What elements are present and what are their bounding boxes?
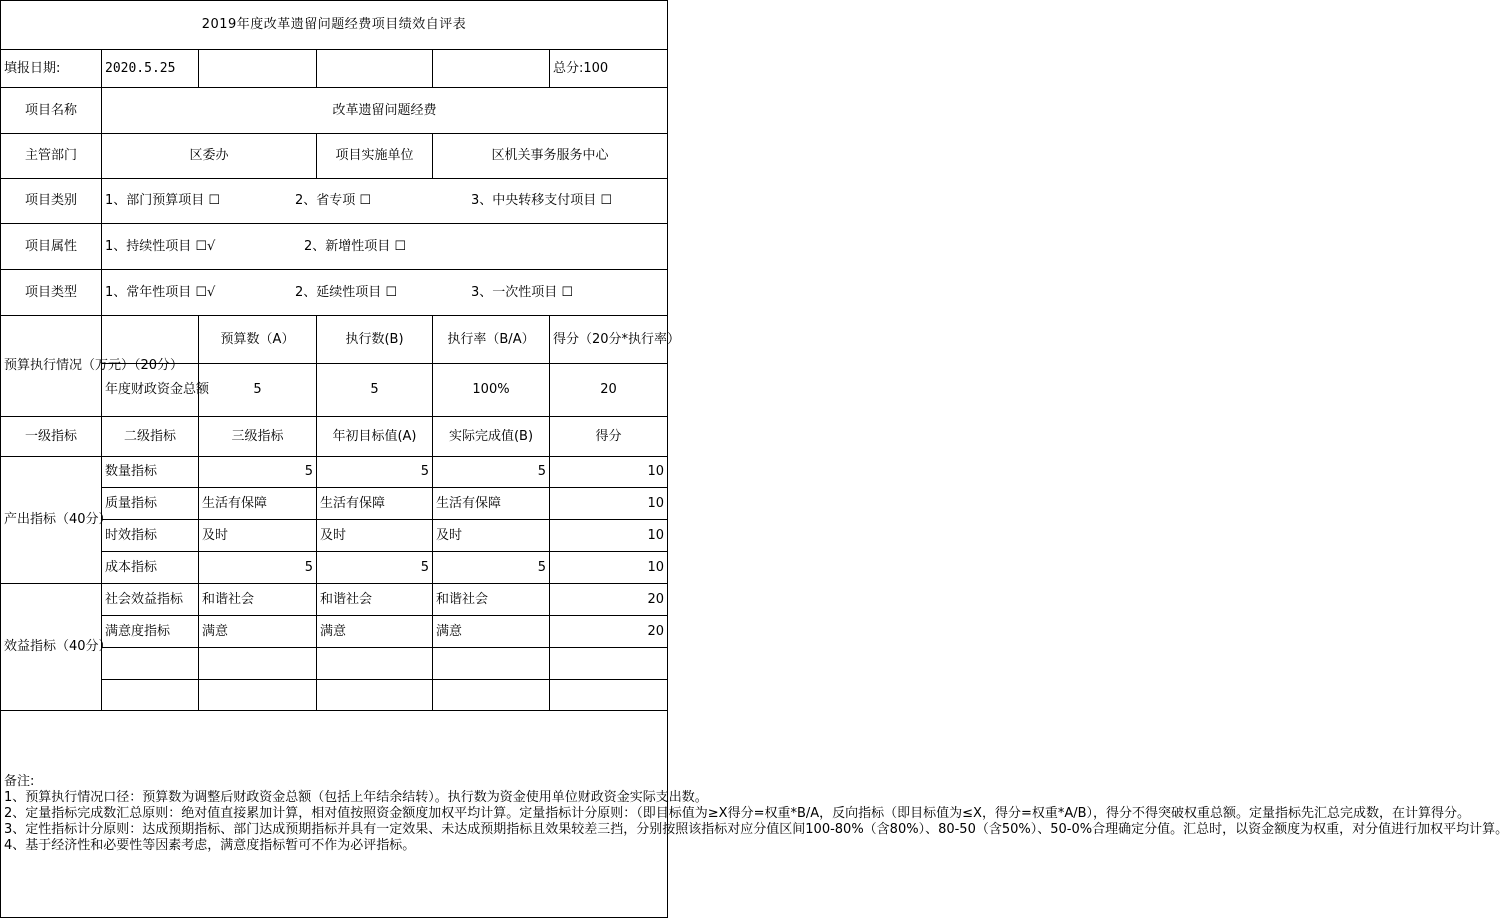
category-option: 2、省专项 ☐ [295,193,372,208]
target-value: 5 [317,552,433,584]
target-value: 和谐社会 [317,584,433,616]
indicator-name [102,680,199,711]
budget-header: 执行率（B/A） [433,316,550,364]
score-value: 10 [550,552,668,584]
third-indicator: 5 [199,457,317,488]
type-label: 项目类型 [1,270,102,316]
budget-value: 20 [550,364,668,417]
indicator-name: 成本指标 [102,552,199,584]
page-title: 2019年度改革遗留问题经费项目绩效自评表 [1,1,668,50]
budget-label: 预算执行情况（万元）（20分） [1,316,102,417]
category-option: 1、部门预算项目 ☐ [105,193,221,208]
third-indicator [199,680,317,711]
budget-value: 5 [317,364,433,417]
indicator-name [102,648,199,680]
actual-value: 及时 [433,520,550,552]
total-score: 总分:100 [550,50,668,88]
actual-value: 5 [433,457,550,488]
empty-cell [199,50,317,88]
note-item: 3、定性指标计分原则：达成预期指标、部门达成预期指标并具有一定效果、未达成预期指标且效果较差三挡，分别按照该指标对应分值区间100-80%（含80%）、80-50（含50%）、50-0%合理确定分值。汇总时，以资金额度为权重，对分值进行加权平均计算。 [4,822,1508,837]
indicator-header: 得分 [550,417,668,457]
budget-value: 100% [433,364,550,417]
target-value: 5 [317,457,433,488]
type-options [102,270,668,316]
notes-block [1,711,1508,918]
note-item: 4、基于经济性和必要性等因素考虑，满意度指标暂可不作为必评指标。 [4,838,416,853]
score-value [550,648,668,680]
attribute-label: 项目属性 [1,224,102,270]
indicator-name: 数量指标 [102,457,199,488]
third-indicator: 5 [199,552,317,584]
attribute-option: 1、持续性项目 ☐√ [105,238,216,254]
actual-value: 和谐社会 [433,584,550,616]
output-label: 产出指标（40分） [1,457,102,584]
type-option: 1、常年性项目 ☐√ [105,284,216,300]
empty-cell [433,50,550,88]
indicator-name: 质量指标 [102,488,199,520]
target-value: 满意 [317,616,433,648]
indicator-header: 实际完成值(B) [433,417,550,457]
category-label: 项目类别 [1,179,102,224]
actual-value: 5 [433,552,550,584]
budget-header: 得分（20分*执行率） [550,316,668,364]
impl-value: 区机关事务服务中心 [433,134,668,179]
empty-cell [317,50,433,88]
dept-value: 区委办 [102,134,317,179]
score-value: 20 [550,584,668,616]
third-indicator: 生活有保障 [199,488,317,520]
project-name-value: 改革遗留问题经费 [102,88,668,134]
score-value: 10 [550,488,668,520]
indicator-header: 一级指标 [1,417,102,457]
score-value [550,680,668,711]
attribute-options [102,224,668,270]
score-value: 10 [550,457,668,488]
actual-value [433,648,550,680]
indicator-name: 时效指标 [102,520,199,552]
score-value: 10 [550,520,668,552]
budget-header: 执行数(B) [317,316,433,364]
target-value: 生活有保障 [317,488,433,520]
category-option: 3、中央转移支付项目 ☐ [471,193,613,208]
actual-value: 生活有保障 [433,488,550,520]
third-indicator: 及时 [199,520,317,552]
note-item: 2、定量指标完成数汇总原则：绝对值直接累加计算，相对值按照资金额度加权平均计算。定量指标计分原则：（即目标值为≥X得分=权重*B/A，反向指标（即目标值为≤X，得分=权重*A/B），得分不得突破权重总额。定量指标先汇总完成数，在计算得分。 [4,806,1471,821]
indicator-name: 满意度指标 [102,616,199,648]
actual-value [433,680,550,711]
indicator-header: 三级指标 [199,417,317,457]
third-indicator [199,648,317,680]
fill-date-label: 填报日期: [1,50,102,88]
category-options [102,179,668,224]
impl-label: 项目实施单位 [317,134,433,179]
indicator-header: 二级指标 [102,417,199,457]
note-item: 1、预算执行情况口径：预算数为调整后财政资金总额（包括上年结余结转）。执行数为资金使用单位财政资金实际支出数。 [4,790,708,805]
type-option: 3、一次性项目 ☐ [471,284,574,300]
target-value [317,680,433,711]
target-value [317,648,433,680]
budget-header: 预算数（A） [199,316,317,364]
budget-value: 5 [199,364,317,417]
benefit-label: 效益指标（40分） [1,584,102,711]
indicator-name: 社会效益指标 [102,584,199,616]
target-value: 及时 [317,520,433,552]
type-option: 2、延续性项目 ☐ [295,284,398,300]
third-indicator: 和谐社会 [199,584,317,616]
project-name-label: 项目名称 [1,88,102,134]
third-indicator: 满意 [199,616,317,648]
score-value: 20 [550,616,668,648]
attribute-option: 2、新增性项目 ☐ [304,238,407,254]
fill-date-value: 2020.5.25 [102,50,199,88]
indicator-header: 年初目标值(A) [317,417,433,457]
actual-value: 满意 [433,616,550,648]
notes-heading: 备注: [4,774,35,789]
budget-row-label: 年度财政资金总额 [102,364,199,417]
empty-cell [102,316,199,364]
dept-label: 主管部门 [1,134,102,179]
